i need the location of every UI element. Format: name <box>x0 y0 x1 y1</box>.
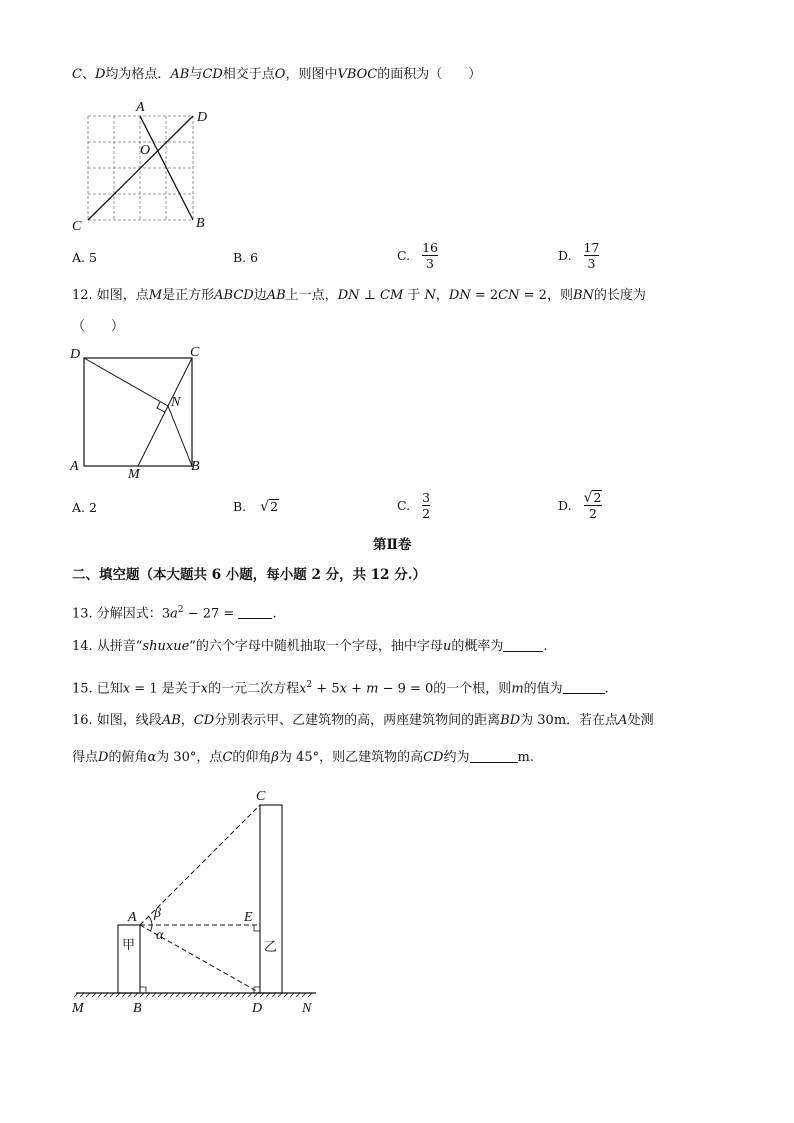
q12-label-a: A <box>70 459 79 474</box>
q16-label-a: A <box>128 910 137 925</box>
q16-label-m: M <box>72 1001 84 1016</box>
q13-text: 13. 分解因式：$3a^2 - 27$ = . <box>72 605 277 622</box>
q11-text: C、D均为格点．AB与CD相交于点O，则图中VBOC的面积为（ ） <box>72 67 482 82</box>
q15-text: 15. 已知x = 1 是关于x的一元二次方程$x^2 + 5x + m - 9 = 0$的一个根，则m的值为 . <box>72 680 609 697</box>
q11-option-b: B. 6 <box>233 250 259 265</box>
q16-angle-alpha-arc <box>150 925 152 931</box>
q12-option-c: C. $\frac{3}{2}$ <box>397 490 431 521</box>
q16-angle-beta-arc <box>149 917 153 926</box>
q12-square-figure <box>66 342 216 482</box>
q16-label-alpha: α <box>156 928 164 943</box>
q16-building-yi <box>260 805 282 993</box>
q16-label-jia: 甲 <box>122 938 136 953</box>
q11-option-d-fraction: $\frac{17}{3}$ <box>583 240 600 271</box>
q16-building-jia <box>118 925 140 993</box>
q16-label-c: C <box>256 789 266 804</box>
q16-label-n: N <box>302 1001 312 1016</box>
part-2-heading: 二、填空题（本大题共 6 小题，每小题 2 分，共 12 分.） <box>72 567 426 583</box>
q11-label-a: A <box>136 100 145 115</box>
q12-option-a: A. 2 <box>72 500 97 515</box>
q11-point-c: C <box>72 67 82 82</box>
q12-option-d: D. √ 2 2 <box>558 490 602 521</box>
q12-segment-dn <box>84 358 168 406</box>
q16-text-line2: 得点D的俯角α为 30°，点C的仰角β为 45°，则乙建筑物的高CD约为 m. <box>72 750 534 765</box>
q15-answer-blank[interactable] <box>563 681 605 694</box>
q12-option-d-fraction: √ 2 2 <box>583 490 602 521</box>
q12-option-c-fraction: $\frac{3}{2}$ <box>422 490 431 521</box>
q16-label-e: E <box>244 910 253 925</box>
q16-label-beta: β <box>154 906 161 921</box>
q12-label-n: N <box>171 395 181 410</box>
q12-answer-paren: （ ） <box>72 319 125 334</box>
q16-buildings-figure <box>66 783 336 1023</box>
q16-right-angle-b <box>140 987 146 993</box>
q16-label-yi: 乙 <box>264 940 278 955</box>
q11-point-d: D <box>94 67 106 82</box>
q12-label-d: D <box>70 347 81 362</box>
q11-label-b: B <box>196 216 205 231</box>
q12-square-abcd <box>84 358 192 466</box>
q16-label-b: B <box>133 1001 142 1016</box>
q12-label-b: B <box>191 459 200 474</box>
q11-grid-figure <box>66 96 226 234</box>
q12-label-m: M <box>128 467 140 482</box>
q12-option-b: B. √ 2 <box>233 499 279 515</box>
q14-text: 14. 从拼音“shuxue”的六个字母中随机抽取一个字母，抽中字母u的概率为 . <box>72 639 548 654</box>
section-2-title: 第Ⅱ卷 <box>373 537 412 553</box>
q12-option-b-sqrt: √ 2 <box>260 499 279 515</box>
q11-label-d: D <box>197 110 208 125</box>
q16-answer-blank[interactable] <box>470 750 518 763</box>
q16-right-angle-e <box>254 925 260 931</box>
q12-segment-bn <box>168 406 192 466</box>
q11-option-c-fraction: $\frac{16}{3}$ <box>422 240 438 271</box>
q11-option-c: C. $\frac{16}{3}$ <box>397 240 438 271</box>
q11-label-o: O <box>140 143 151 158</box>
q13-answer-blank[interactable] <box>238 606 272 619</box>
q11-option-a: A. 5 <box>72 250 97 265</box>
q12-text: 12. 如图，点M是正方形ABCD边AB上一点，DN ⊥ CM 于 N，DN = 2CN = 2，则BN的长度为 <box>72 288 646 303</box>
q16-label-d: D <box>252 1001 263 1016</box>
q14-answer-blank[interactable] <box>503 639 543 652</box>
q11-label-c: C <box>72 219 82 234</box>
q11-option-d: D. $\frac{17}{3}$ <box>558 240 600 271</box>
q12-label-c: C <box>190 345 200 360</box>
q16-text-line1: 16. 如图，线段AB，CD分别表示甲、乙建筑物的高，两座建筑物间的距离BD为 30m．若在点A处测 <box>72 713 654 728</box>
